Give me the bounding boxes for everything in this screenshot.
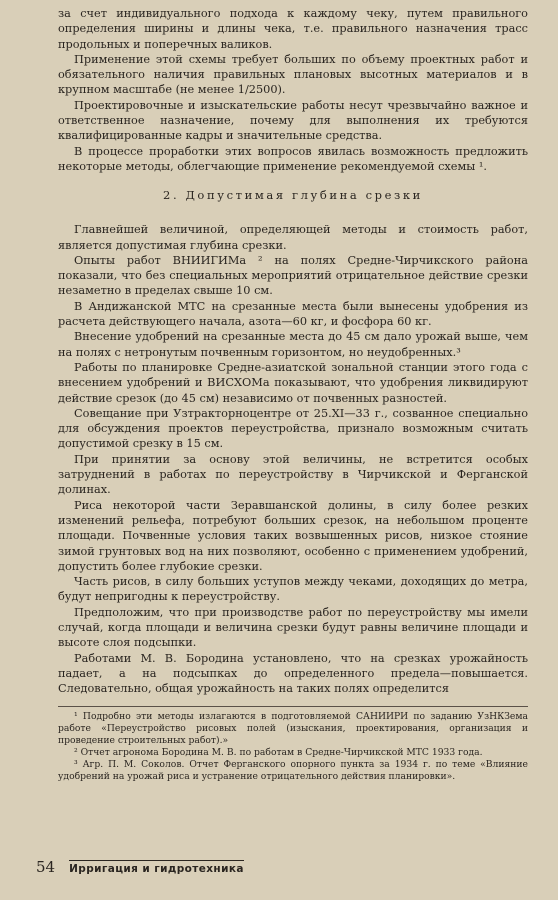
- footnotes: [58, 706, 528, 783]
- paragraph: Опыты работ ВНИИГИМа ² на полях Средне-Чирчикского района показали, что без специальных мероприятий отрицательное действие срезки незаметно в пределах свыше 10 см.: [58, 253, 528, 298]
- footnote: ³ Агр. П. М. Соколов. Отчет Ферганского опорного пункта за 1934 г. по теме «Влияние удобрений на урожай риса и устранение отрицательного действия планировки».: [58, 759, 528, 783]
- page-footer: [36, 858, 244, 876]
- section-heading: 2. Допустимая глубина срезки: [163, 188, 423, 203]
- paragraph: Проектировочные и изыскательские работы несут чрезвычайно важное и ответственное назначение, почему для выполнения их требуются квалифицированные кадры и значительные средства.: [58, 98, 528, 143]
- paragraph: Применение этой схемы требует больших по объему проектных работ и обязательного наличия правильных плановых высотных материалов и в крупном масштабе (не менее 1/2500).: [58, 52, 528, 97]
- paragraph: Часть рисов, в силу больших уступов между чеками, доходящих до метра, будут непригодны к переустройству.: [58, 575, 528, 604]
- paragraph: В Андижанской МТС на срезанные места были вынесены удобрения из расчета действующего начала, азота—60 кг, и фосфора 60 кг.: [58, 299, 528, 329]
- journal-title: Ирригация и гидротехника: [69, 860, 244, 875]
- footnote: ² Отчет агронома Бородина М. В. по работам в Средне-Чирчикской МТС 1933 года.: [74, 747, 483, 759]
- paragraph: При принятии за основу этой величины, не встретится особых затруднений в работах по переустройству в Чирчикской и Ферганской долинах.: [58, 452, 528, 497]
- body-text-main: [58, 222, 528, 696]
- paragraph: Предположим, что при производстве работ по переустройству мы имели случай, когда площади и величина срезки будут равны величине площади и высоте слоя подсыпки.: [58, 605, 528, 650]
- page-number: 54: [36, 858, 56, 876]
- paragraph: Работы по планировке Средне-азиатской зональной станции этого года с внесением удобрений и ВИСХОМа показывают, что удобрения ликвидируют действие срезок (до 45 см) независимо от почвенных разностей.: [58, 360, 528, 405]
- paragraph: Совещание при Узтракторноцентре от 25.XI—33 г., созванное специально для обсуждения проектов переустройства, признало возможным считать допустимой срезку в 15 см.: [58, 406, 528, 451]
- paragraph: Работами М. В. Бородина установлено, что на срезках урожайность падает, а на подсыпках до определенного предела—повышается. Следовательно, общая урожайность на таких полях определится: [58, 651, 528, 696]
- paragraph: Главнейшей величиной, определяющей методы и стоимость работ, является допустимая глубина срезки.: [58, 223, 528, 252]
- paragraph: В процессе проработки этих вопросов явилась возможность предложить некоторые методы, облегчающие применение рекомендуемой схемы ¹.: [58, 144, 528, 173]
- paragraph: Внесение удобрений на срезанные места до 45 см дало урожай выше, чем на полях с нетронутым почвенным горизонтом, но неудобренных.³: [58, 330, 528, 359]
- body-text-top: [58, 6, 528, 174]
- footnote: ¹ Подробно эти методы излагаются в подготовляемой САНИИРИ по заданию УзНКЗема работе «Переустройство рисовых полей (изыскания, проектирования, организация и проведение строительных работ).»: [58, 711, 528, 747]
- paragraph: за счет индивидуального подхода к каждому чеку, путем правильного определения ширины и длины чека, т.е. правильного назначения трасс продольных и поперечных валиков.: [58, 7, 528, 51]
- paragraph: Риса некоторой части Зеравшанской долины, в силу более резких изменений рельефа, потребуют больших срезок, на небольшом проценте площади. Почвенные условия таких возвышенных рисов, низкое стояние зимой грунтовых вод на них позволяют, особенно с применением удобрений, допустить более глубокие срезки.: [58, 498, 528, 573]
